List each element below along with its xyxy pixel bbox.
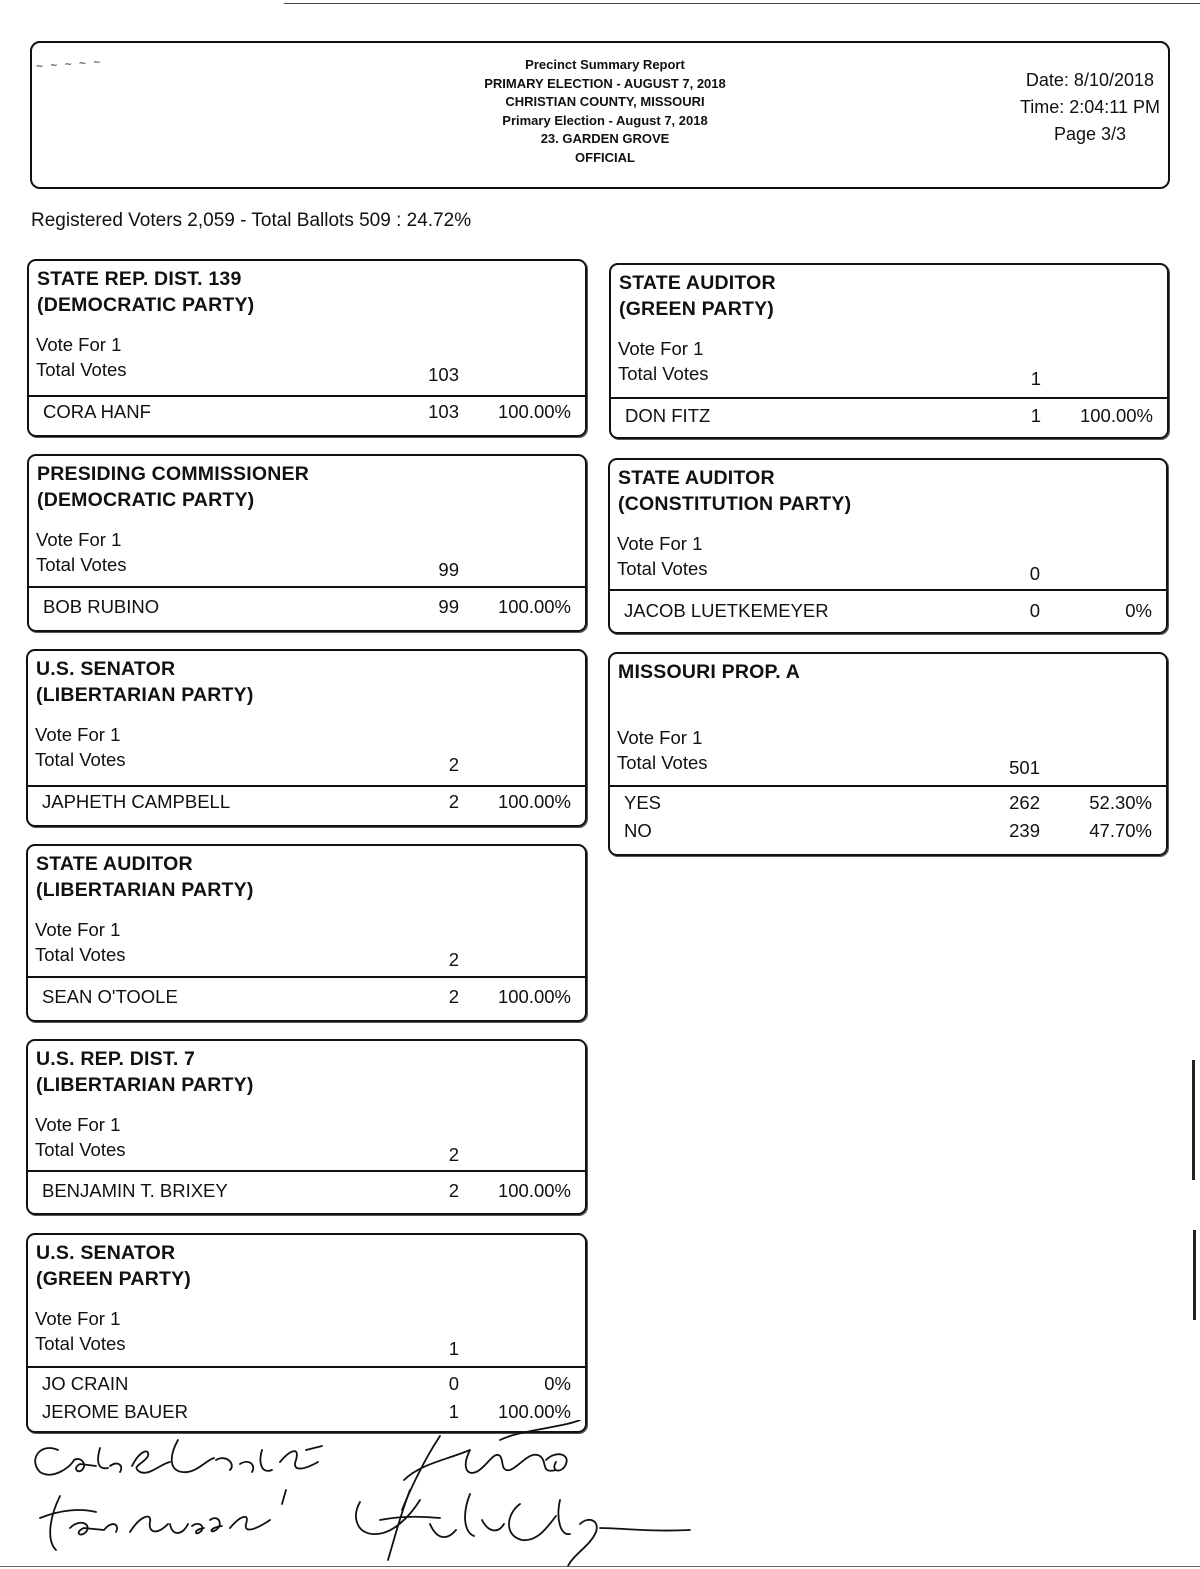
vote-for-label: Vote For 1 xyxy=(35,919,121,940)
contest-party: (LIBERTARIAN PARTY) xyxy=(36,879,254,901)
vote-for-label: Vote For 1 xyxy=(35,724,121,745)
contest-title xyxy=(36,1240,191,1292)
vote-for-label: Vote For 1 xyxy=(35,1114,121,1135)
contest-box xyxy=(608,458,1168,634)
candidate-name: SEAN O'TOOLE xyxy=(42,986,178,1007)
contest-box xyxy=(26,649,587,827)
contest-party: (GREEN PARTY) xyxy=(619,298,774,320)
scan-edge-mark xyxy=(1192,1060,1195,1180)
candidate-votes: 0 xyxy=(448,1373,459,1394)
total-votes-value: 1 xyxy=(1030,368,1041,389)
contest-party: (DEMOCRATIC PARTY) xyxy=(37,294,255,316)
candidate-row xyxy=(29,596,585,622)
candidate-row xyxy=(28,1373,585,1399)
scan-edge-line xyxy=(284,3,1200,4)
total-votes-label: Total Votes xyxy=(617,752,708,773)
total-votes-value: 2 xyxy=(448,949,459,970)
total-votes-label: Total Votes xyxy=(36,554,127,575)
total-votes-label: Total Votes xyxy=(35,1139,126,1160)
candidate-row xyxy=(28,1180,585,1206)
contest-title xyxy=(36,1046,254,1098)
total-votes-label: Total Votes xyxy=(36,359,127,380)
vote-for-label: Vote For 1 xyxy=(617,533,703,554)
vote-for-label: Vote For 1 xyxy=(35,1308,121,1329)
report-date: Date: 8/10/2018 xyxy=(1025,70,1155,90)
total-votes-label: Total Votes xyxy=(35,1333,126,1354)
contest-title xyxy=(618,659,800,685)
total-votes-label: Total Votes xyxy=(35,944,126,965)
candidate-votes: 99 xyxy=(438,596,459,617)
page-bottom-edge xyxy=(0,1566,1200,1567)
contest-office: STATE AUDITOR xyxy=(36,853,193,875)
contest-party: (GREEN PARTY) xyxy=(36,1268,191,1290)
signature-1 xyxy=(35,1440,322,1475)
contest-divider xyxy=(28,1366,585,1368)
total-votes-label: Total Votes xyxy=(617,558,708,579)
candidate-votes: 1 xyxy=(448,1401,459,1422)
official-label: OFFICIAL xyxy=(575,149,635,165)
candidate-name: NO xyxy=(624,820,652,841)
candidate-percent: 0% xyxy=(544,1373,571,1394)
contest-office: MISSOURI PROP. A xyxy=(618,661,800,683)
candidate-votes: 239 xyxy=(1009,820,1040,841)
contest-office: U.S. REP. DIST. 7 xyxy=(36,1048,196,1070)
contest-box xyxy=(609,263,1169,439)
contest-party: (DEMOCRATIC PARTY) xyxy=(37,489,255,511)
contest-office: U.S. SENATOR xyxy=(36,1242,176,1264)
candidate-percent: 100.00% xyxy=(497,791,571,812)
contest-office: STATE AUDITOR xyxy=(619,272,776,294)
contest-box xyxy=(27,259,587,437)
vote-for-label: Vote For 1 xyxy=(617,727,703,748)
vote-for-label: Vote For 1 xyxy=(36,334,122,355)
candidate-name: YES xyxy=(624,792,662,813)
candidate-name: JAPHETH CAMPBELL xyxy=(42,791,231,812)
candidate-row xyxy=(28,986,585,1012)
candidate-votes: 0 xyxy=(1029,600,1040,621)
candidate-votes: 1 xyxy=(1030,405,1041,426)
total-votes-value: 0 xyxy=(1029,563,1040,584)
signature-4 xyxy=(356,1490,690,1566)
total-votes-value: 501 xyxy=(1009,757,1040,778)
contest-divider xyxy=(29,586,585,588)
scan-edge-mark xyxy=(1193,1230,1196,1320)
report-time: Time: 2:04:11 PM xyxy=(1019,97,1160,117)
candidate-row xyxy=(611,405,1167,431)
total-votes-value: 103 xyxy=(428,364,459,385)
candidate-name: BOB RUBINO xyxy=(43,596,160,617)
official-signatures xyxy=(0,1420,720,1569)
candidate-percent: 100.00% xyxy=(497,986,571,1007)
total-votes-value: 1 xyxy=(448,1338,459,1359)
contest-office: STATE AUDITOR xyxy=(618,467,775,489)
candidate-percent: 100.00% xyxy=(497,1180,571,1201)
total-votes-label: Total Votes xyxy=(618,363,709,384)
candidate-votes: 103 xyxy=(428,401,459,422)
candidate-votes: 2 xyxy=(448,1180,459,1201)
candidate-name: BENJAMIN T. BRIXEY xyxy=(42,1180,228,1201)
contest-divider xyxy=(28,785,585,787)
contest-title xyxy=(37,266,254,318)
candidate-row xyxy=(29,401,585,427)
total-votes-label: Total Votes xyxy=(35,749,126,770)
contest-title xyxy=(618,465,851,517)
report-meta xyxy=(1020,67,1160,148)
contest-box xyxy=(26,844,587,1022)
contest-title xyxy=(36,656,254,708)
candidate-percent: 100.00% xyxy=(497,596,571,617)
candidate-percent: 100.00% xyxy=(497,401,571,422)
contest-divider xyxy=(611,397,1167,399)
candidate-percent: 52.30% xyxy=(1089,792,1152,813)
contest-party: (LIBERTARIAN PARTY) xyxy=(36,684,254,706)
precinct-name: 23. GARDEN GROVE xyxy=(540,131,670,146)
candidate-name: DON FITZ xyxy=(625,405,711,426)
contest-divider xyxy=(610,589,1166,591)
contest-party: (CONSTITUTION PARTY) xyxy=(618,493,852,515)
report-title-block xyxy=(32,56,1168,167)
candidate-votes: 262 xyxy=(1009,792,1040,813)
contest-office: PRESIDING COMMISSIONER xyxy=(37,463,310,485)
jurisdiction: CHRISTIAN COUNTY, MISSOURI xyxy=(505,94,705,109)
candidate-row xyxy=(28,791,585,817)
candidate-percent: 47.70% xyxy=(1089,820,1152,841)
candidate-row xyxy=(610,792,1166,818)
candidate-percent: 100.00% xyxy=(497,1401,571,1422)
contest-divider xyxy=(610,785,1166,787)
contest-divider xyxy=(29,395,585,397)
contest-title xyxy=(37,461,309,513)
contest-box xyxy=(26,1233,587,1433)
contest-office: U.S. SENATOR xyxy=(36,658,176,680)
margin-scribble: ~ ~ ~ ~ ~ xyxy=(35,54,103,74)
total-votes-value: 2 xyxy=(448,1144,459,1165)
contest-title xyxy=(619,270,776,322)
page-number: Page 3/3 xyxy=(1053,124,1126,144)
report-title: Precinct Summary Report xyxy=(525,57,685,72)
candidate-name: JACOB LUETKEMEYER xyxy=(624,600,829,621)
election-name: PRIMARY ELECTION - AUGUST 7, 2018 xyxy=(484,75,726,91)
contest-box xyxy=(27,454,587,632)
candidate-row xyxy=(610,600,1166,626)
candidate-name: JEROME BAUER xyxy=(42,1401,188,1422)
candidate-name: JO CRAIN xyxy=(42,1373,129,1394)
candidate-row xyxy=(610,820,1166,846)
total-votes-value: 99 xyxy=(438,559,459,580)
election-subtitle: Primary Election - August 7, 2018 xyxy=(502,112,708,128)
signature-2 xyxy=(40,1490,286,1550)
contest-divider xyxy=(28,976,585,978)
candidate-votes: 2 xyxy=(448,791,459,812)
candidate-votes: 2 xyxy=(448,986,459,1007)
report-header xyxy=(30,41,1170,189)
candidate-percent: 100.00% xyxy=(1079,405,1153,426)
turnout-summary: Registered Voters 2,059 - Total Ballots 509 : 24.72% xyxy=(31,210,472,231)
signature-3 xyxy=(402,1420,580,1510)
contest-divider xyxy=(28,1170,585,1172)
candidate-name: CORA HANF xyxy=(43,401,151,422)
vote-for-label: Vote For 1 xyxy=(618,338,704,359)
contest-title xyxy=(36,851,254,903)
contest-office: STATE REP. DIST. 139 xyxy=(37,268,242,290)
contest-party: (LIBERTARIAN PARTY) xyxy=(36,1074,254,1096)
contest-box xyxy=(26,1039,587,1215)
candidate-percent: 0% xyxy=(1125,600,1152,621)
vote-for-label: Vote For 1 xyxy=(36,529,122,550)
contest-box xyxy=(608,652,1168,856)
total-votes-value: 2 xyxy=(448,754,459,775)
